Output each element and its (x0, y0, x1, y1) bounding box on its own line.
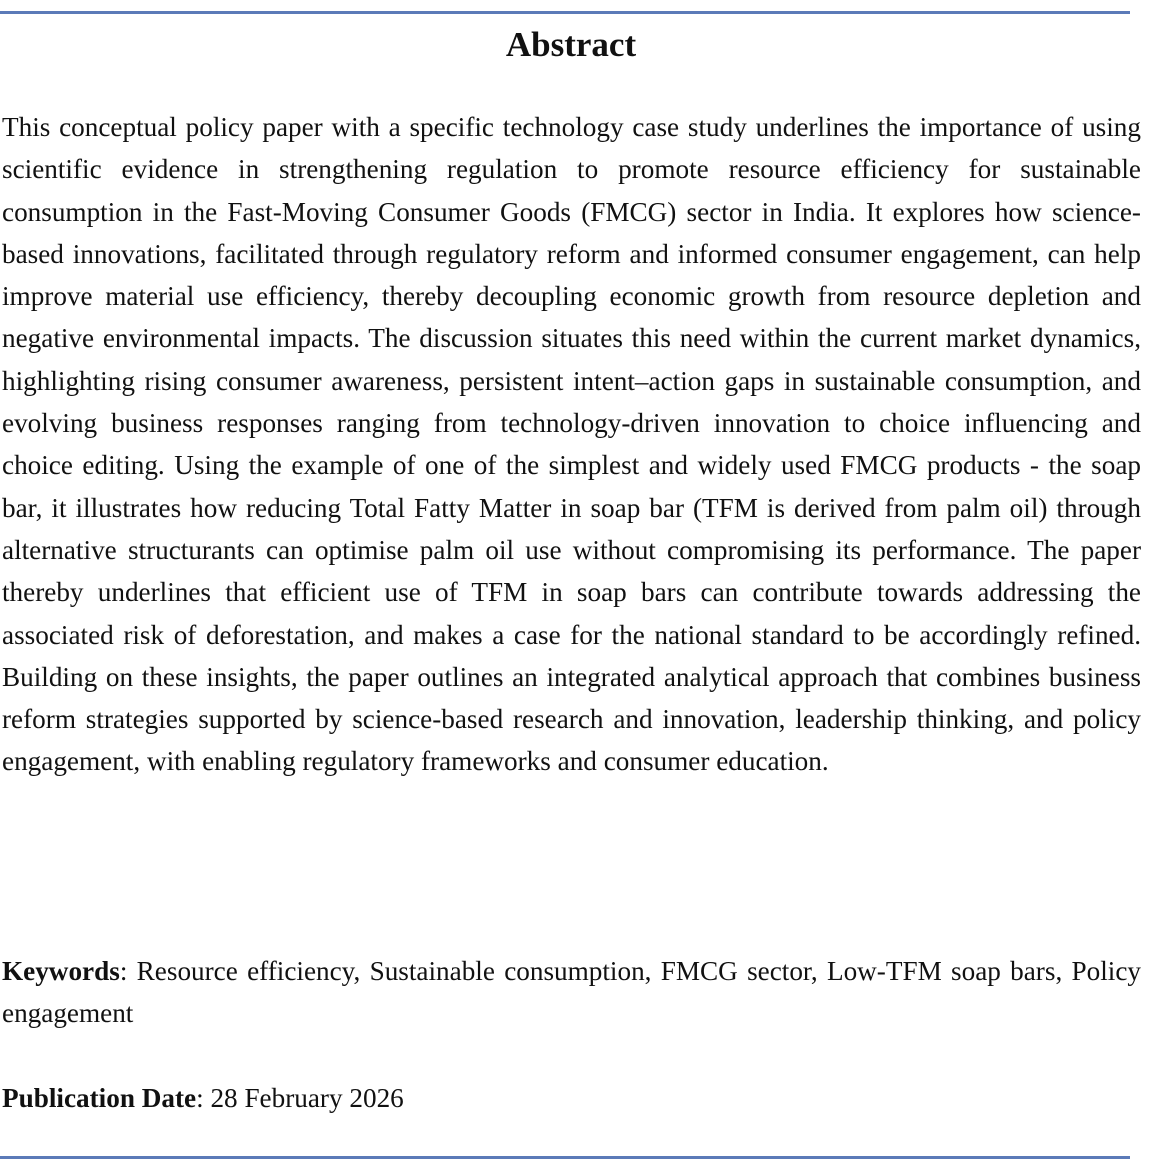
keywords-label: Keywords (2, 956, 120, 986)
keywords-value: Resource efficiency, Sustainable consumption, FMCG sector, Low-TFM soap bars, Policy engagement (2, 956, 1142, 1029)
bottom-divider (0, 1156, 1130, 1159)
keywords-line (2, 950, 1141, 1035)
publication-date-label: Publication Date (2, 1083, 197, 1113)
abstract-heading: Abstract (505, 25, 637, 64)
abstract-body: This conceptual policy paper with a specific technology case study underlines the importance of using scientific evidence in strengthening regulation to promote resource efficiency for sustainable consumption in the Fast-Moving Consumer Goods (FMCG) sector in India. It explores how science-based innovations, facilitated through regulatory reform and informed consumer engagement, can help improve material use efficiency, thereby decoupling economic growth from resource depletion and negative environmental impacts. The discussion situates this need within the current market dynamics, highlighting rising consumer awareness, persistent intent–action gaps in sustainable consumption, and evolving business responses ranging from technology-driven innovation to choice influencing and choice editing. Using the example of one of the simplest and widely used FMCG products - the soap bar, it illustrates how reducing Total Fatty Matter in soap bar (TFM is derived from palm oil) through alternative structurants can optimise palm oil use without compromising its performance. The paper thereby underlines that efficient use of TFM in soap bars can contribute towards addressing the associated risk of deforestation, and makes a case for the national standard to be accordingly refined. Building on these insights, the paper outlines an integrated analytical approach that combines business reform strategies supported by science-based research and innovation, leadership thinking, and policy engagement, with enabling regulatory frameworks and consumer education. (2, 112, 1141, 777)
publication-date-line (2, 1077, 1141, 1119)
publication-date-separator: : (196, 1083, 211, 1113)
publication-date-value: 28 February 2026 (210, 1083, 404, 1113)
top-divider (0, 11, 1130, 14)
keywords-separator: : (119, 956, 137, 986)
